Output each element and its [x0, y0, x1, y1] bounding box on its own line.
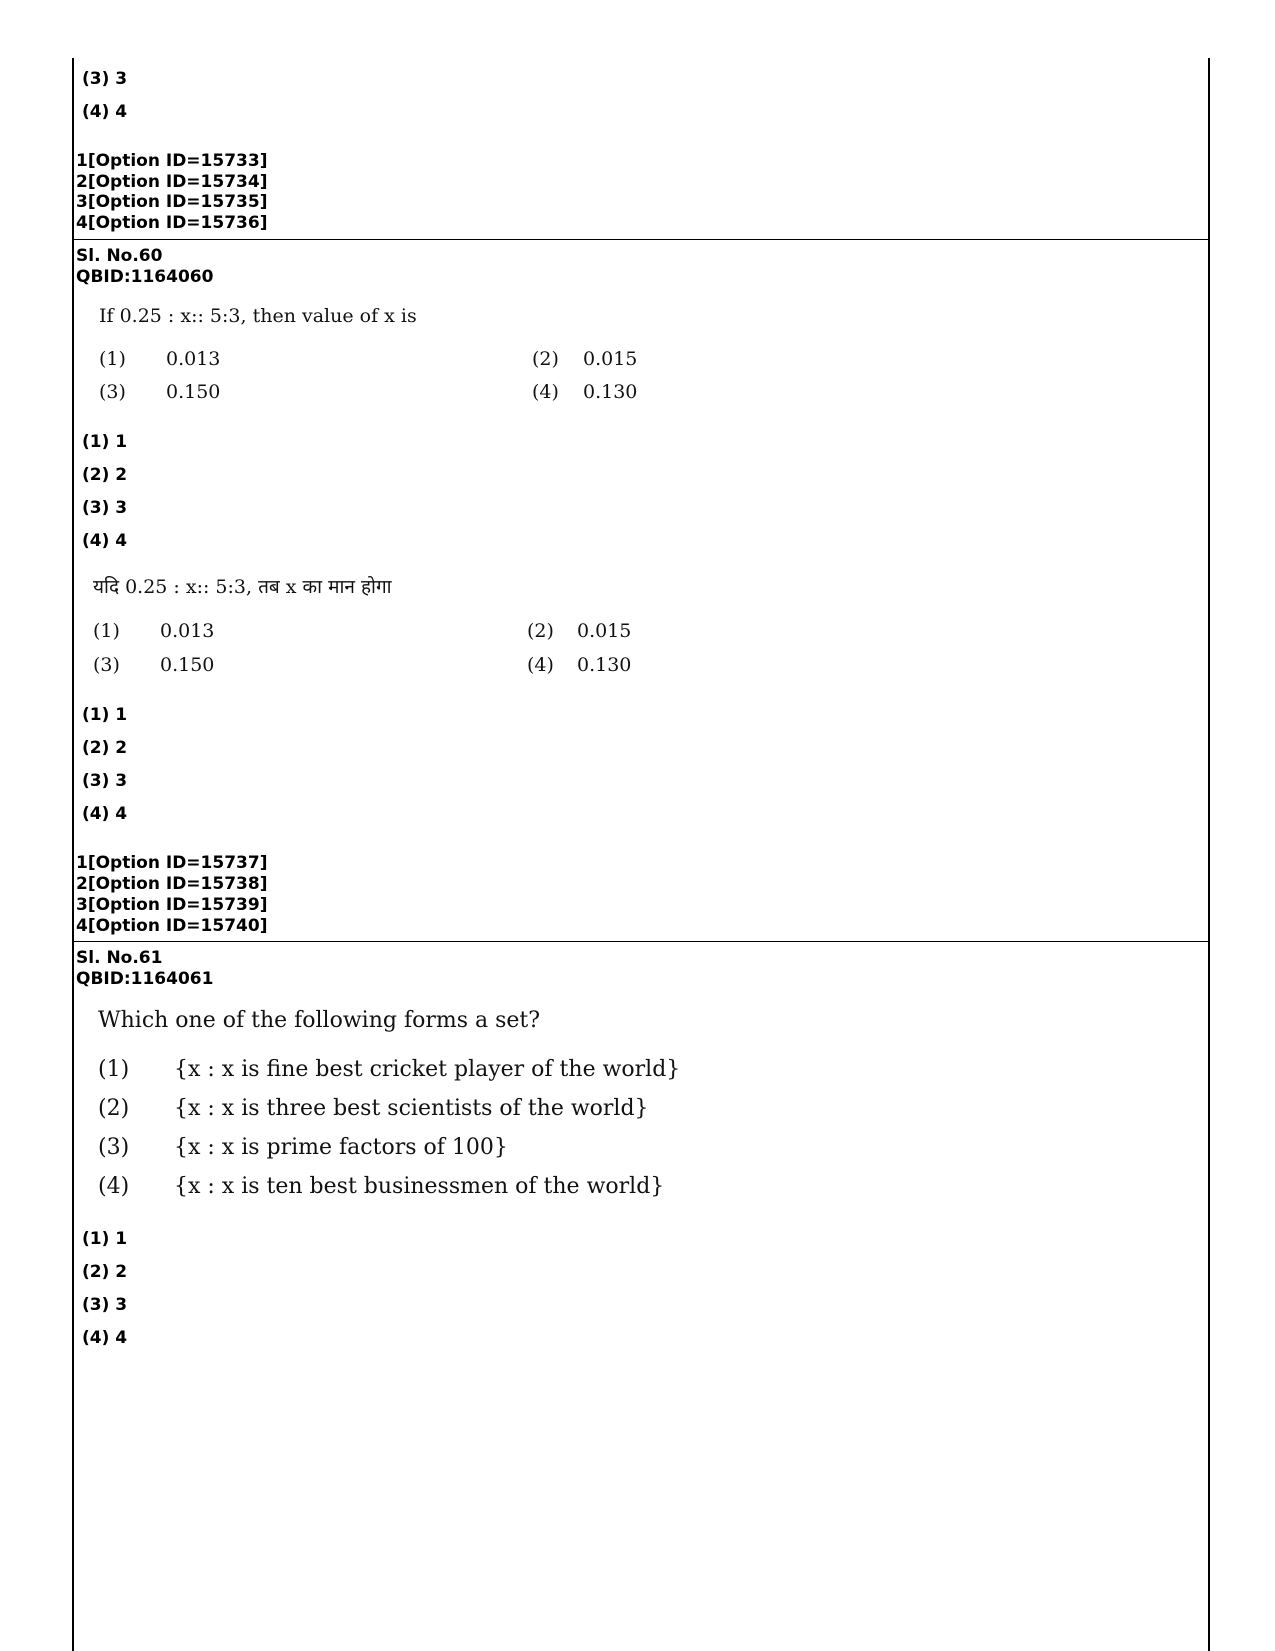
choice-value: 0.130: [577, 654, 632, 676]
choice-number: (1): [98, 1057, 130, 1082]
option-id: 3[Option ID=15739]: [76, 895, 268, 915]
option-id: 4[Option ID=15736]: [76, 213, 268, 233]
answer-option: (3) 3: [82, 771, 128, 791]
choice-number: (3): [98, 1135, 130, 1160]
answer-option: (1) 1: [82, 705, 128, 725]
answer-option: (3) 3: [82, 498, 128, 518]
choice-number: (4): [532, 381, 559, 403]
question-text: Which one of the following forms a set?: [98, 1008, 541, 1033]
choice-value: 0.013: [166, 348, 221, 370]
choice-number: (3): [93, 654, 120, 676]
choice-number: (1): [99, 348, 126, 370]
choice-number: (4): [98, 1174, 130, 1199]
option-id: 2[Option ID=15738]: [76, 874, 268, 894]
choice-value: 0.015: [577, 620, 632, 642]
option-id: 1[Option ID=15737]: [76, 853, 268, 873]
choice-value: 0.013: [160, 620, 215, 642]
answer-option: (4) 4: [82, 531, 128, 551]
option-id: 3[Option ID=15735]: [76, 192, 268, 212]
option-id: 4[Option ID=15740]: [76, 916, 268, 936]
answer-option: (1) 1: [82, 1229, 128, 1249]
answer-option: (4) 4: [82, 1328, 128, 1348]
qbid: QBID:1164060: [76, 267, 214, 287]
answer-option: (4) 4: [82, 102, 128, 122]
qbid: QBID:1164061: [76, 969, 214, 989]
choice-value: 0.015: [583, 348, 638, 370]
answer-option: (4) 4: [82, 804, 128, 824]
answer-option: (1) 1: [82, 432, 128, 452]
section-divider: [72, 941, 1210, 942]
choice-value: 0.150: [160, 654, 215, 676]
choice-number: (2): [527, 620, 554, 642]
option-id: 2[Option ID=15734]: [76, 172, 268, 192]
choice-number: (3): [99, 381, 126, 403]
choice-value: {x : x is three best scientists of the world}: [174, 1096, 649, 1121]
answer-option: (2) 2: [82, 1262, 128, 1282]
answer-option: (3) 3: [82, 1295, 128, 1315]
choice-value: 0.130: [583, 381, 638, 403]
choice-number: (2): [98, 1096, 130, 1121]
question-text-english: If 0.25 : x:: 5:3, then value of x is: [99, 305, 417, 327]
answer-option: (2) 2: [82, 465, 128, 485]
section-divider: [72, 239, 1210, 240]
choice-number: (4): [527, 654, 554, 676]
choice-value: {x : x is prime factors of 100}: [174, 1135, 508, 1160]
choice-value: 0.150: [166, 381, 221, 403]
serial-number: Sl. No.60: [76, 246, 163, 266]
serial-number: Sl. No.61: [76, 948, 163, 968]
choice-value: {x : x is fine best cricket player of the world}: [174, 1057, 681, 1082]
answer-option: (2) 2: [82, 738, 128, 758]
choice-number: (2): [532, 348, 559, 370]
answer-option: (3) 3: [82, 69, 128, 89]
choice-value: {x : x is ten best businessmen of the world}: [174, 1174, 665, 1199]
option-id: 1[Option ID=15733]: [76, 151, 268, 171]
choice-number: (1): [93, 620, 120, 642]
question-text-hindi: यदि 0.25 : x:: 5:3, तब x का मान होगा: [93, 576, 392, 598]
